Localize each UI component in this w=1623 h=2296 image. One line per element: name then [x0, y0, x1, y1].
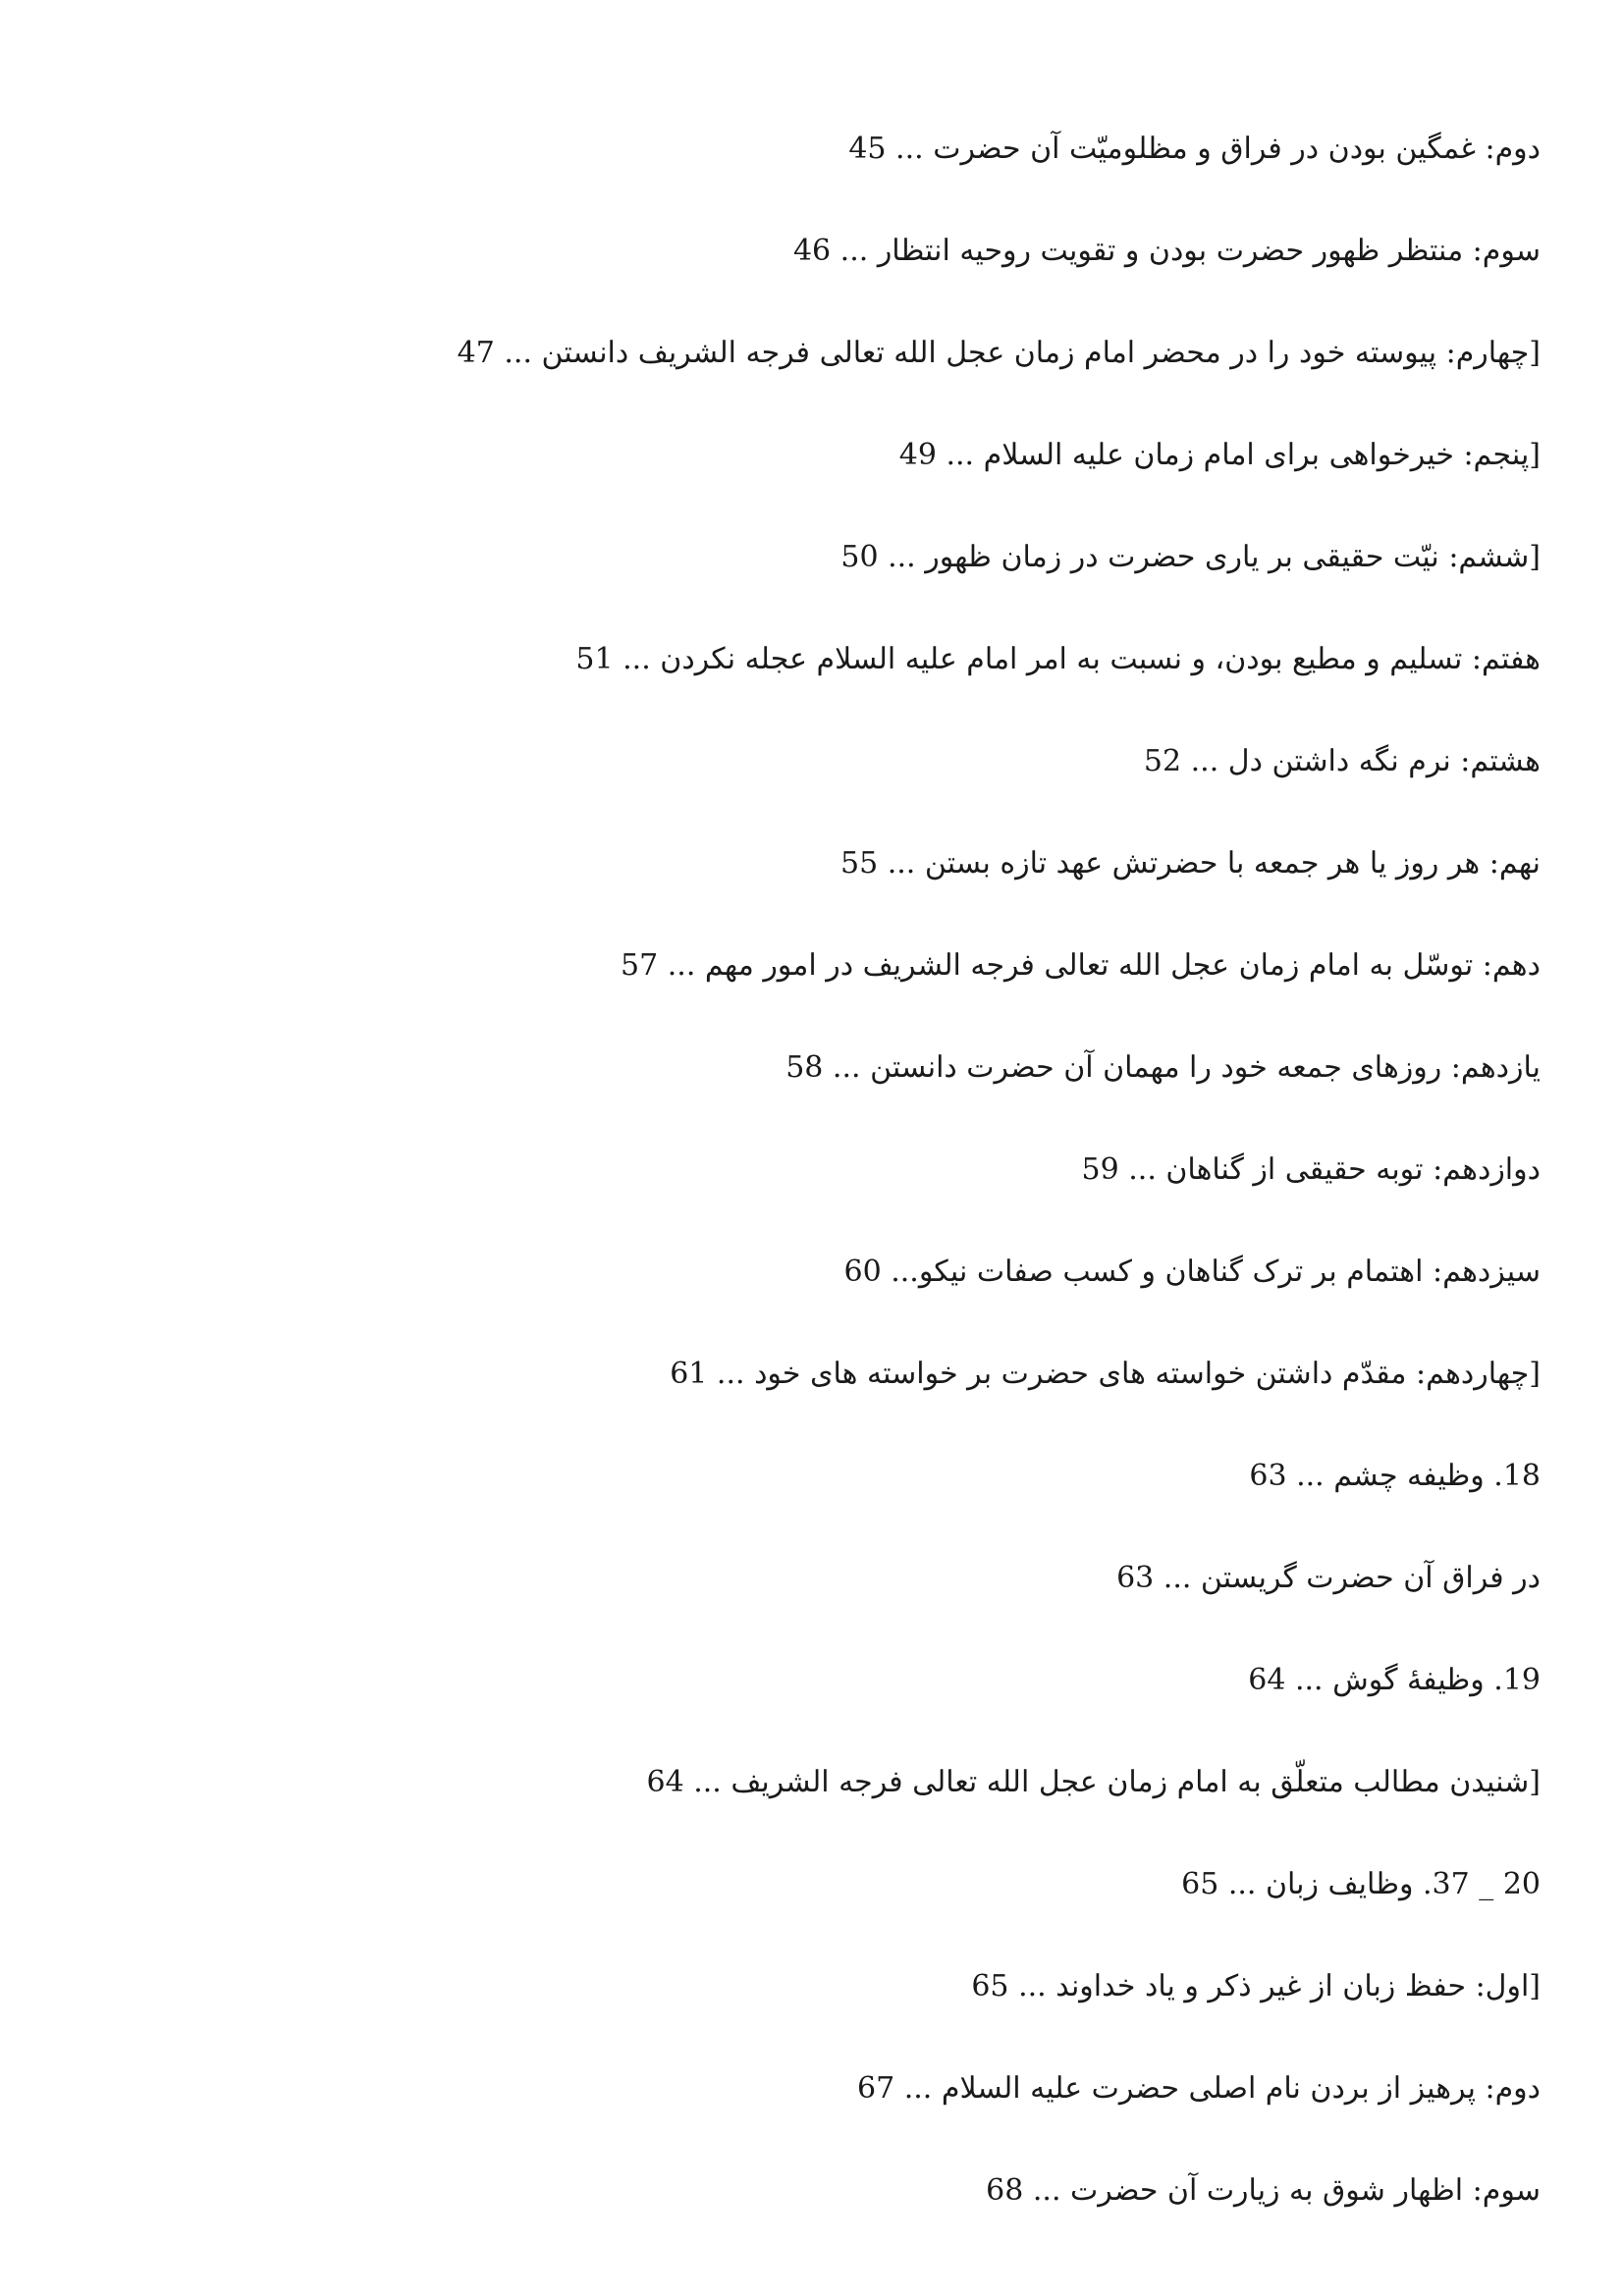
toc-entry: سوم: منتظر ظهور حضرت بودن و تقویت روحیه انتظار ... 46 [792, 234, 1541, 268]
toc-entry: دهم: توسّل به امام زمان عجل الله تعالی فرجه الشریف در امور مهم ... 57 [621, 948, 1541, 983]
table-of-contents [264, 98, 1541, 2242]
toc-entry: سوم: اظهار شوق به زیارت آن حضرت ... 68 [986, 2173, 1541, 2208]
toc-entry: [چهارم: پیوسته خود را در محضر امام زمان عجل الله تعالی فرجه الشریف دانستن ... 47 [457, 336, 1541, 370]
toc-entry: هفتم: تسلیم و مطیع بودن، و نسبت به امر امام علیه السلام عجله نکردن ... 51 [575, 642, 1541, 676]
toc-entry: 19. وظیفۀ گوش ... 64 [1248, 1663, 1541, 1697]
toc-entry: [ششم: نیّت حقیقی بر یاری حضرت در زمان ظهور ... 50 [840, 540, 1541, 574]
toc-entry: دوم: غمگین بودن در فراق و مظلومیّت آن حضرت ... 45 [848, 132, 1541, 166]
toc-entry: یازدهم: روزهای جمعه خود را مهمان آن حضرت دانستن ... 58 [785, 1050, 1541, 1085]
toc-entry: هشتم: نرم نگه داشتن دل ... 52 [1143, 744, 1541, 778]
toc-entry: [پنجم: خیرخواهی برای امام زمان علیه السلام ... 49 [898, 438, 1541, 472]
toc-entry: در فراق آن حضرت گریستن ... 63 [1116, 1561, 1541, 1595]
toc-entry: 18. وظیفه چشم ... 63 [1249, 1459, 1541, 1493]
toc-entry: [چهاردهم: مقدّم داشتن خواسته های حضرت بر خواسته های خود ... 61 [670, 1357, 1541, 1391]
toc-entry: [شنیدن مطالب متعلّق به امام زمان عجل الله تعالی فرجه الشریف ... 64 [646, 1765, 1541, 1799]
toc-entry: سیزدهم: اهتمام بر ترک گناهان و کسب صفات نیکو... 60 [843, 1255, 1541, 1289]
toc-entry: دوم: پرهیز از بردن نام اصلی حضرت علیه السلام ... 67 [857, 2071, 1541, 2106]
toc-entry: نهم: هر روز یا هر جمعه با حضرتش عهد تازه بستن ... 55 [840, 846, 1541, 881]
toc-entry: دوازدهم: توبه حقیقی از گناهان ... 59 [1081, 1152, 1541, 1187]
toc-entry: 20 _ 37. وظایف زبان ... 65 [1181, 1867, 1541, 1901]
toc-entry: [اول: حفظ زبان از غیر ذکر و یاد خداوند ... 65 [971, 1969, 1541, 2003]
